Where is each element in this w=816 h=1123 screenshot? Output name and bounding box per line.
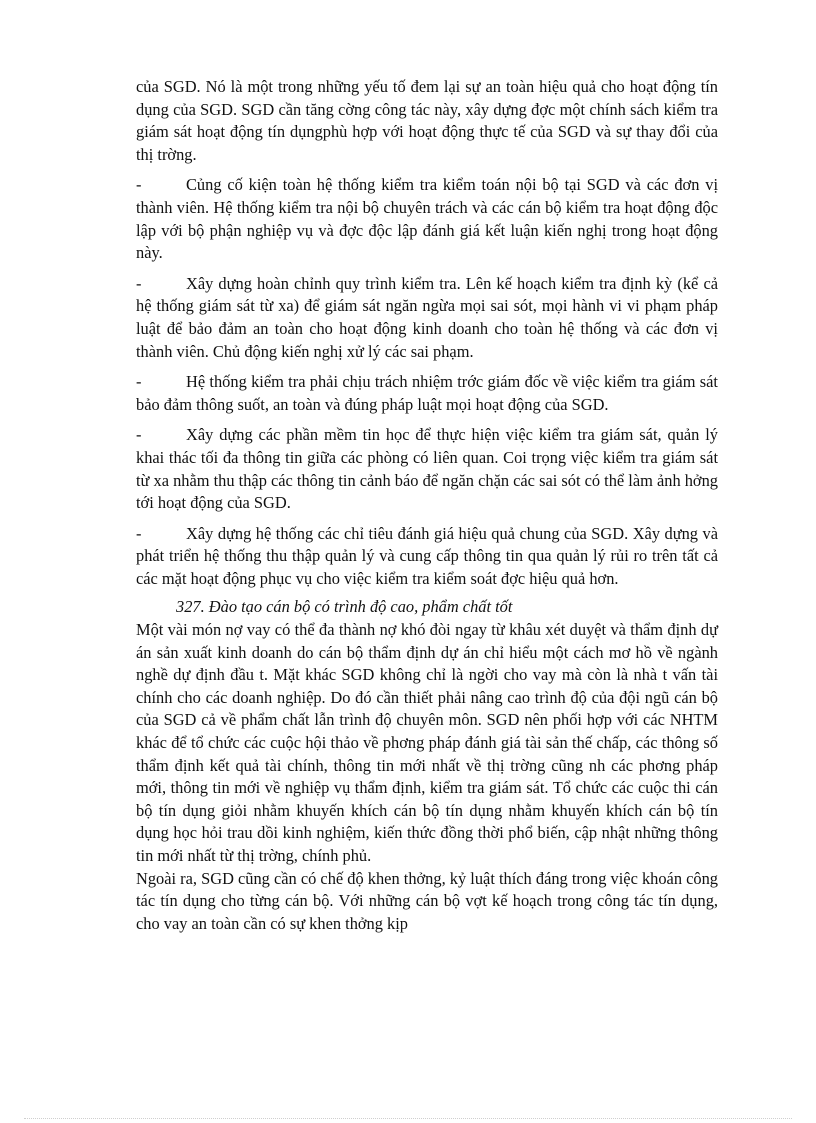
bullet-item-internal-audit bbox=[136, 174, 718, 264]
bullet-dash: - bbox=[136, 273, 142, 293]
bullet-dash: - bbox=[136, 523, 142, 543]
bullet-text: Xây dựng các phần mềm tin học để thực hiện việc kiểm tra giám sát, quản lý khai thác tối đa thông tin giữa các phòng có liên quan. Coi trọng việc kiểm tra giám sát từ xa nhằm thu thập các thông tin cảnh báo để ngăn chặn các sai sót có thể làm ảnh hởng tới hoạt động của SGD. bbox=[136, 425, 718, 513]
bullet-dash: - bbox=[136, 175, 142, 195]
bullet-text: Xây dựng hệ thống các chỉ tiêu đánh giá hiệu quả chung của SGD. Xây dựng và phát triển hệ thống thu thập quản lý và cung cấp thông tin qua quản lý rủi ro trên tất cả các mặt hoạt động phục vụ cho việc kiểm tra kiểm soát đợc hiệu quả hơn. bbox=[136, 523, 718, 588]
page-bottom-rule bbox=[24, 1118, 792, 1119]
bullet-dash: - bbox=[136, 372, 142, 392]
paragraph-intro: của SGD. Nó là một trong những yếu tố đem lại sự an toàn hiệu quả cho hoạt động tín dụng của SGD. SGD cần tăng cờng công tác này, xây dựng đợc một chính sách kiểm tra giám sát hoạt động tín dụngphù hợp với hoạt động thực tế của SGD và sự thay đổi của thị trờng. bbox=[136, 77, 718, 164]
paragraph-training: Một vài món nợ vay có thể đa thành nợ khó đòi ngay từ khâu xét duyệt và thẩm định dự án sản xuất kinh doanh do cán bộ thẩm định dự án chỉ hiểu một cách mơ hồ về ngành nghề dự định đầu t. Mặt khác SGD không chỉ là ngời cho vay mà còn là nhà t vấn tài chính cho các doanh nghiệp. Do đó cần thiết phải nâng cao trình độ của đội ngũ cán bộ của SGD cả về phẩm chất lẫn trình độ chuyên môn. SGD nên phối hợp với các NHTM khác để tổ chức các cuộc hội thảo về phơng pháp đánh giá tài sản thế chấp, các thông số thẩm định kết quả tài chính, thông tin mới nhất về thị trờng cũng nh các phơng pháp mới, thông tin mới về nghiệp vụ thẩm định, kiểm tra giám sát. Tổ chức các cuộc thi cán bộ tín dụng giỏi nhằm khuyến khích cán bộ tín dụng nhằm khuyến khích cán bộ tín dụng học hỏi trau dồi kinh nghiệm, kiến thức đồng thời phổ biến, cập nhật những thông tin mới nhất từ thị trờng, chính phủ. bbox=[136, 620, 718, 865]
bullet-dash: - bbox=[136, 425, 142, 445]
paragraph-rewards: Ngoài ra, SGD cũng cần có chế độ khen thởng, kỷ luật thích đáng trong việc khoán công tác tín dụng cho từng cán bộ. Với những cán bộ vợt kế hoạch trong công tác tín dụng, cho vay an toàn cần có sự khen thởng kịp bbox=[136, 868, 718, 933]
document-body bbox=[136, 76, 718, 935]
bullet-item-software bbox=[136, 424, 718, 514]
bullet-item-inspection-process bbox=[136, 273, 718, 363]
bullet-text: Hệ thống kiểm tra phải chịu trách nhiệm trớc giám đốc về việc kiểm tra giám sát bảo đảm thông suốt, an toàn và đúng pháp luật mọi hoạt động của SGD. bbox=[136, 372, 718, 414]
section-heading: 327. Đào tạo cán bộ có trình độ cao, phẩm chất tốt bbox=[176, 597, 513, 617]
bullet-text: Củng cố kiện toàn hệ thống kiểm tra kiểm toán nội bộ tại SGD và các đơn vị thành viên. Hệ thống kiểm tra nội bộ chuyên trách và các cán bộ kiểm tra hoạt động độc lập với bộ phận nghiệp vụ và đợc độc lập đánh giá kết luận kiến nghị trong hoạt động này. bbox=[136, 175, 718, 263]
bullet-item-responsibility bbox=[136, 371, 718, 416]
bullet-item-indicators bbox=[136, 523, 718, 591]
bullet-text: Xây dựng hoàn chỉnh quy trình kiểm tra. Lên kế hoạch kiểm tra định kỳ (kể cả hệ thống giám sát từ xa) để giám sát ngăn ngừa mọi sai sót, mọi hành vi vi phạm pháp luật để bảo đảm an toàn cho hoạt động kinh doanh cho toàn hệ thống và các đơn vị thành viên. Chủ động kiến nghị xử lý các sai phạm. bbox=[136, 273, 718, 361]
